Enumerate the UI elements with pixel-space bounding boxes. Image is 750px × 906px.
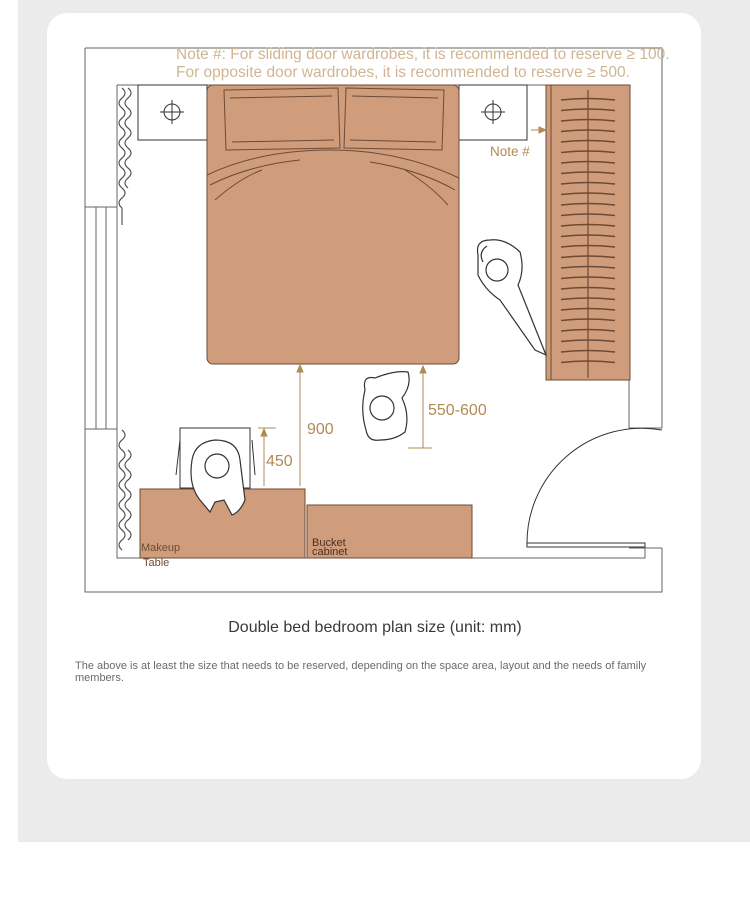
- wardrobe: [546, 85, 630, 380]
- dimension-label-550-600: 550-600: [428, 402, 487, 419]
- dimension-label-450: 450: [266, 453, 293, 470]
- diagram-caption: Double bed bedroom plan size (unit: mm): [228, 619, 522, 636]
- door: [527, 428, 662, 547]
- person-icon-wardrobe: [478, 240, 547, 355]
- nightstand-right: [459, 85, 527, 140]
- note-line-2: For opposite door wardrobes, it is recommended to reserve ≥ 500.: [176, 64, 630, 81]
- makeup-table-label-1: Makeup: [141, 542, 181, 554]
- note-line-1: Note #: For sliding door wardrobes, it is recommended to reserve ≥ 100.: [176, 46, 670, 63]
- note-text: [176, 46, 736, 82]
- window: [85, 207, 117, 429]
- person-icon-center: [363, 372, 409, 441]
- curtain-top: [119, 88, 131, 225]
- dimension-label-900: 900: [307, 421, 334, 438]
- bucket-cabinet-label-2: cabinet: [312, 546, 348, 558]
- nightstand-left: [138, 85, 207, 140]
- curtain-bottom: [119, 430, 131, 550]
- bucket-cabinet-label-1: Bucket: [312, 537, 346, 549]
- double-bed: [207, 85, 459, 364]
- makeup-table-label-2: Table: [143, 557, 170, 569]
- note-marker: Note #: [490, 144, 530, 159]
- footnote: The above is at least the size that needs to be reserved, depending on the space area, layout and the needs of family members.: [75, 660, 647, 684]
